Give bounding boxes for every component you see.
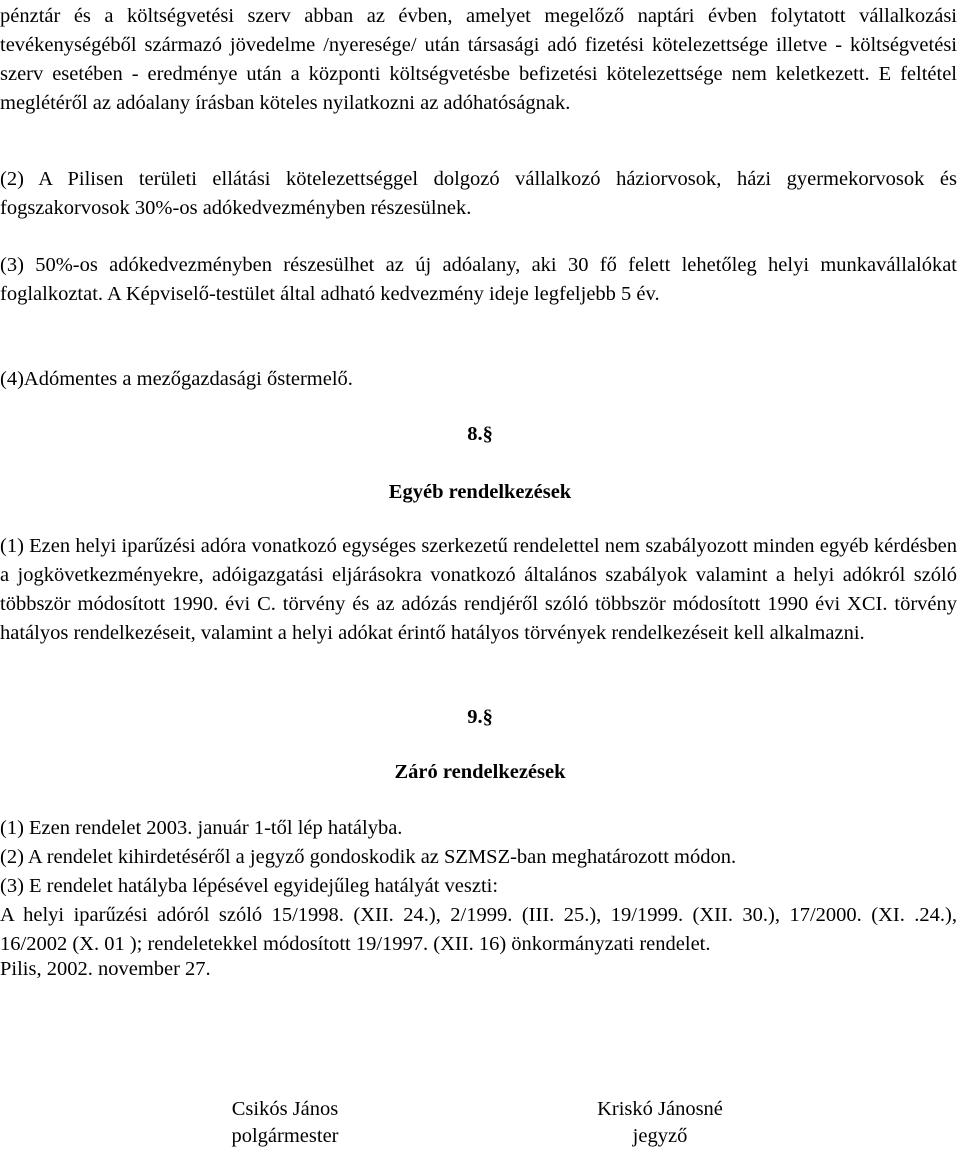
paragraph-2: (2) A Pilisen területi ellátási kötelezettséggel dolgozó vállalkozó háziorvosok, házi gyermekorvosok és fogszakorvosok 30%-os adókedvezményben részesülnek. (0, 168, 957, 219)
section-9-title (0, 758, 960, 787)
paragraph-3-block (0, 251, 957, 309)
place-date-block (0, 955, 957, 984)
section-9-line-3: (3) E rendelet hatályba lépésével egyidejűleg hatályát veszti: (0, 875, 499, 897)
paragraph-3: (3) 50%-os adókedvezményben részesülhet az új adóalany, aki 30 fő felett lehetőleg helyi munkavállalókat foglalkoztat. A Képviselő-testület által adható kedvezmény ideje legfeljebb 5 év. (0, 254, 957, 305)
section-9-title-text: Záró rendelkezések (394, 761, 566, 783)
section-9-line-1: (1) Ezen rendelet 2003. január 1-től lép hatályba. (0, 817, 403, 839)
signature-mayor (190, 1096, 380, 1150)
section-8-title-text: Egyéb rendelkezések (388, 481, 572, 503)
section-9-lines-block (0, 814, 957, 959)
signature-mayor-name: Csikós János (231, 1098, 339, 1120)
intro-block (0, 2, 957, 118)
signature-notary-name: Kriskó Jánosné (597, 1098, 723, 1120)
section-8-paragraph-block (0, 532, 957, 648)
section-8-title (0, 478, 960, 507)
section-8-number-text: 8.§ (467, 423, 493, 445)
paragraph-4: (4)Adómentes a mezőgazdasági őstermelő. (0, 368, 353, 390)
signature-mayor-role: polgármester (231, 1125, 339, 1147)
signature-notary-role: jegyző (632, 1125, 688, 1147)
intro-paragraph: pénztár és a költségvetési szerv abban az évben, amelyet megelőző naptári évben folytatott vállalkozási tevékenységéből származó jövedelme /nyeresége/ után társasági adó fizetési kötelezettsége illetve - költségvetési szerv esetében - eredménye után a központi költségvetésbe befizetési kötelezettsége nem keletkezett. E feltétel meglétéről az adóalany írásban köteles nyilatkozni az adóhatóságnak. (0, 5, 957, 114)
signature-notary (560, 1096, 760, 1150)
paragraph-4-block (0, 365, 957, 394)
section-9-number (0, 703, 960, 732)
paragraph-2-block (0, 165, 957, 223)
place-date: Pilis, 2002. november 27. (0, 958, 211, 980)
section-9-number-text: 9.§ (467, 706, 493, 728)
section-9-line-2: (2) A rendelet kihirdetéséről a jegyző gondoskodik az SZMSZ-ban meghatározott módon. (0, 846, 737, 868)
section-9-repeal-text: A helyi iparűzési adóról szóló 15/1998. (XII. 24.), 2/1999. (III. 25.), 19/1999. (XII. 30.), 17/2000. (XI. .24.), 16/2002 (X. 01 ); rendeletekkel módosított 19/1997. (XII. 16) önkormányzati rendelet. (0, 904, 957, 955)
section-8-paragraph-1: (1) Ezen helyi iparűzési adóra vonatkozó egységes szerkezetű rendelettel nem szabályozott minden egyéb kérdésben a jogkövetkezményekre, adóigazgatási eljárásokra vonatkozó általános szabályok valamint a helyi adókról szóló többször módosított 1990. évi C. törvény és az adózás rendjéről szóló többször módosított 1990 évi XCI. törvény hatályos rendelkezéseit, valamint a helyi adókat érintő hatályos törvények rendelkezéseit kell alkalmazni. (0, 535, 957, 644)
section-8-number (0, 420, 960, 449)
